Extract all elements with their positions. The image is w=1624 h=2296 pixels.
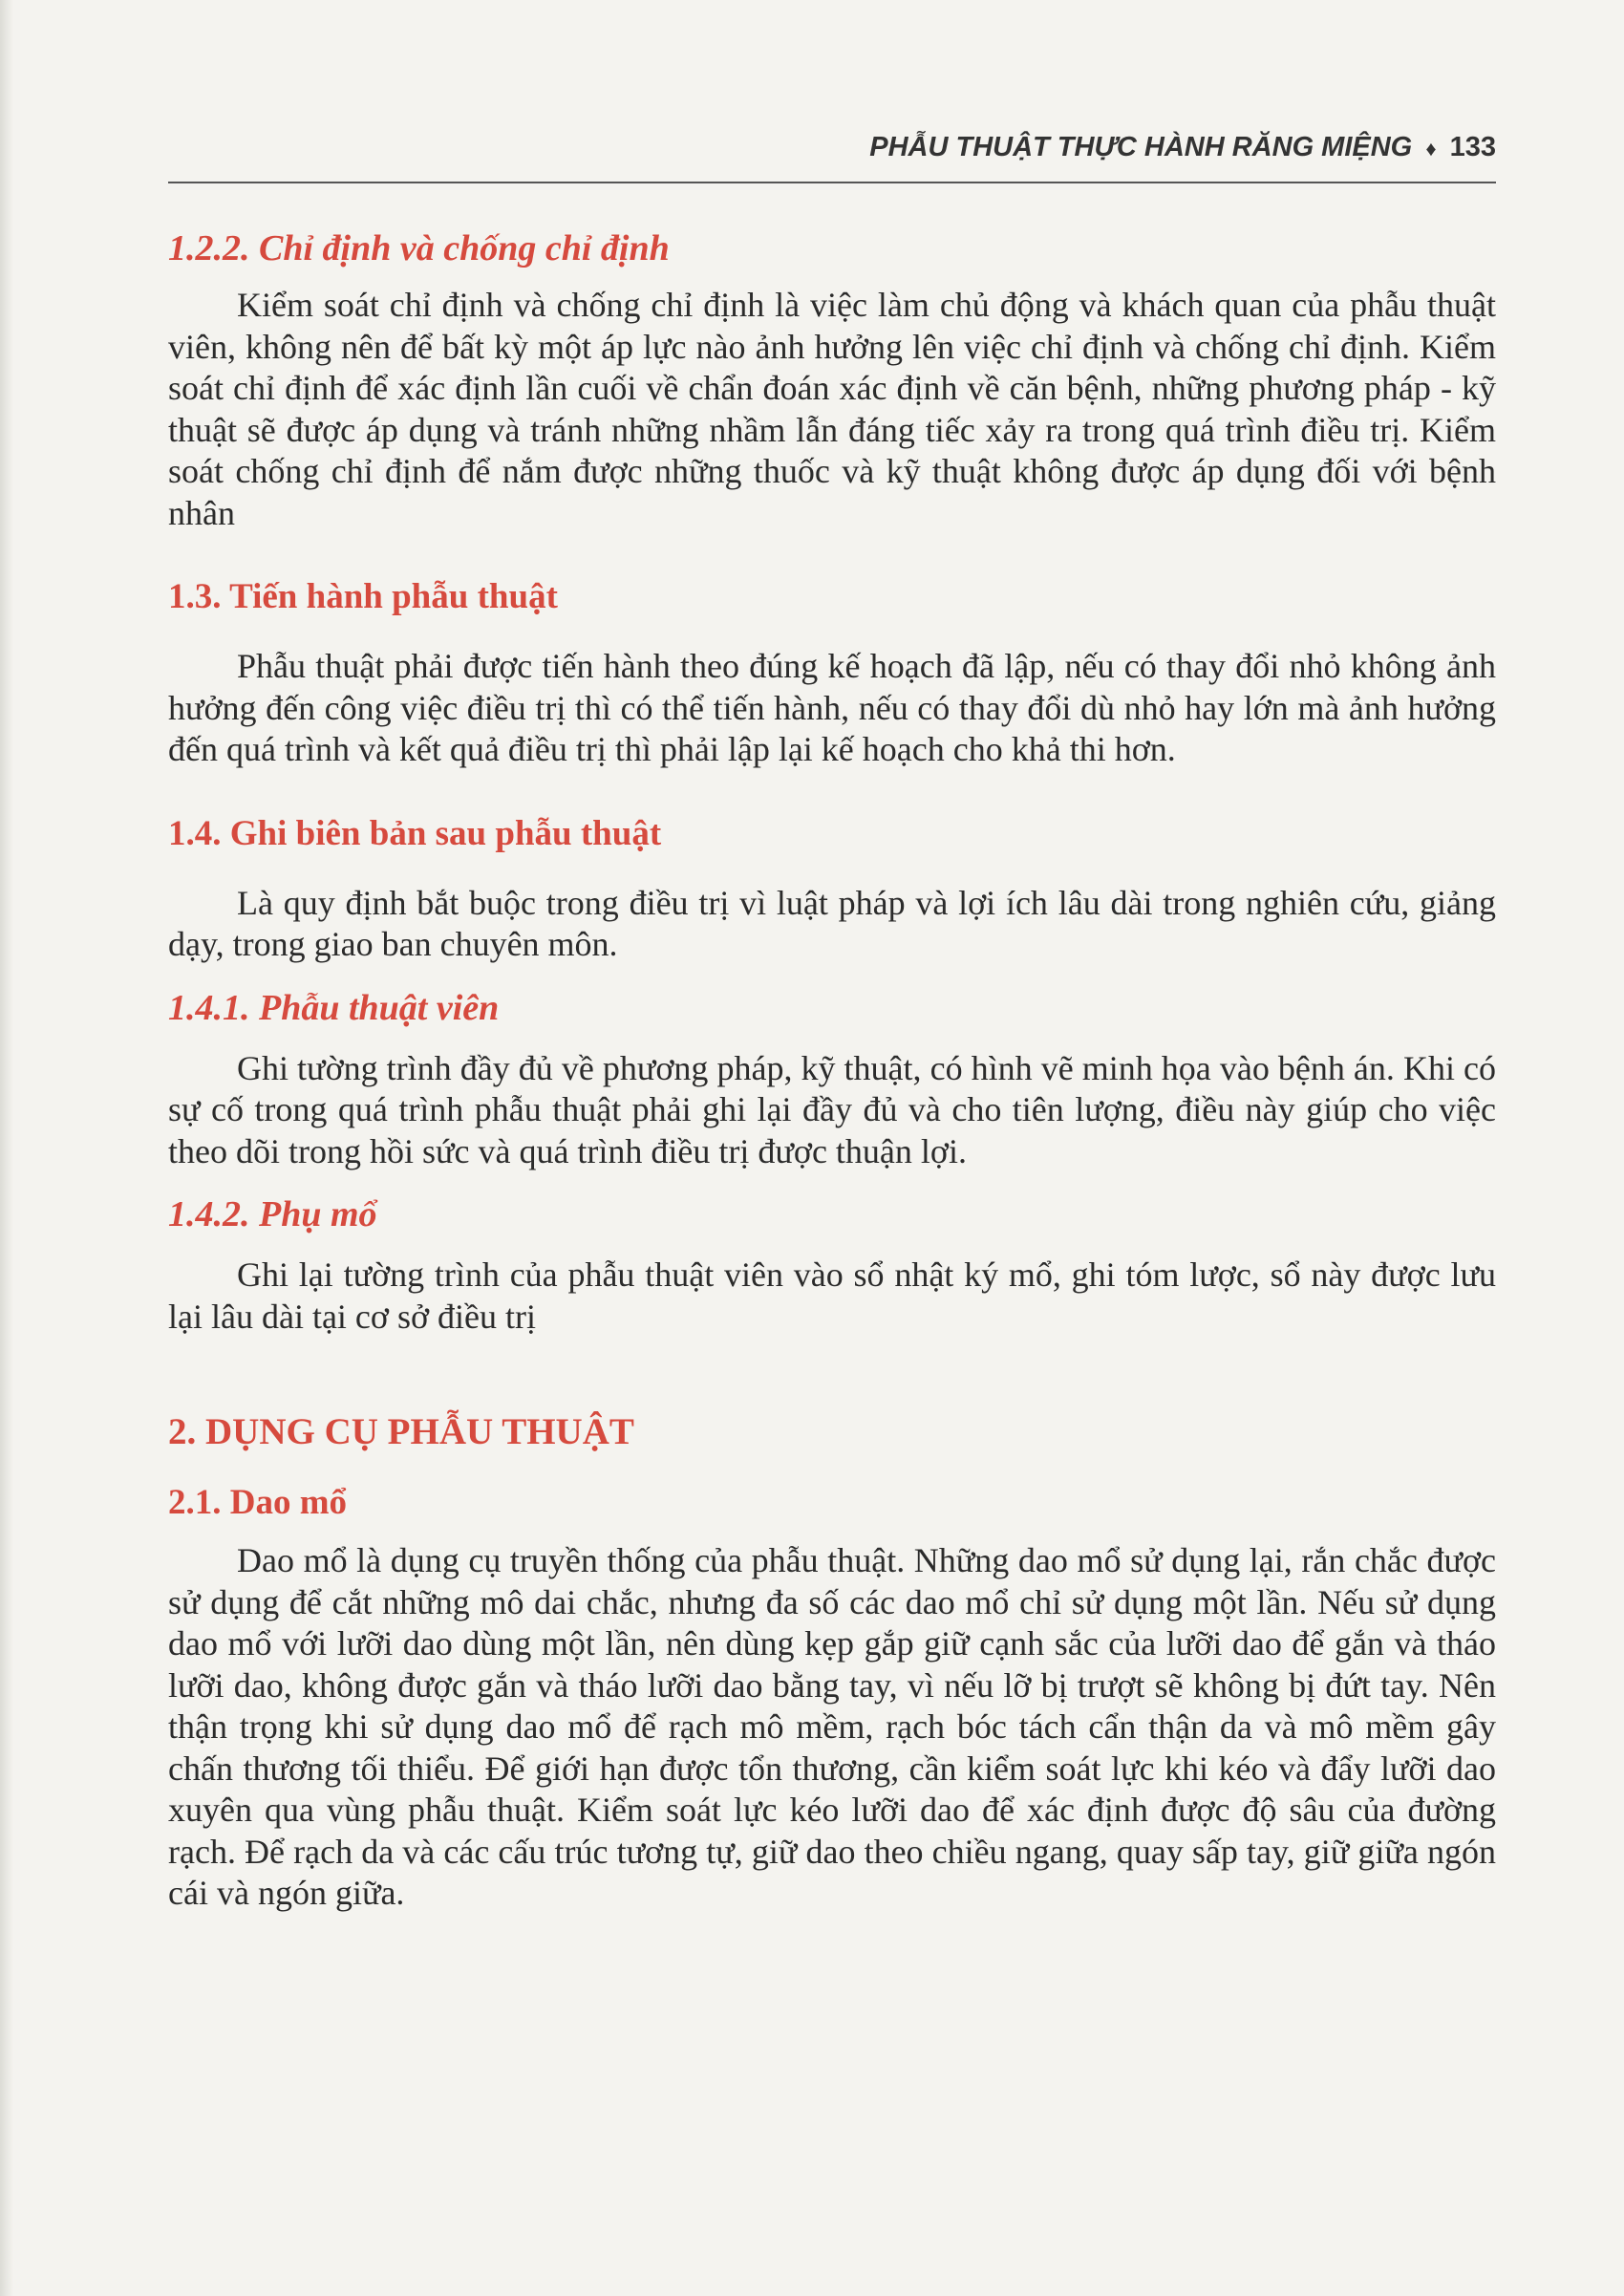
page-edge: [0, 0, 13, 2296]
heading-2-1: 2.1. Dao mổ: [168, 1483, 348, 1522]
heading-2: 2. DỤNG CỤ PHẪU THUẬT: [168, 1411, 634, 1452]
diamond-separator-icon: ♦: [1425, 137, 1437, 161]
paragraph-1-2-2: Kiểm soát chỉ định và chống chỉ định là việc làm chủ động và khách quan của phẫu thuật viên, không nên để bất kỳ một áp lực nào ảnh hưởng lên việc chỉ định và chống chỉ định. Kiểm soát chỉ định để xác định lần cuối về chẩn đoán xác định về căn bệnh, những phương pháp - kỹ thuật sẽ được áp dụng và tránh những nhầm lẫn đáng tiếc xảy ra trong quá trình điều trị. Kiểm soát chống chỉ định để nắm được những thuốc và kỹ thuật không được áp dụng đối với bệnh nhân: [168, 286, 1496, 532]
heading-1-2-2: 1.2.2. Chỉ định và chống chỉ định: [168, 228, 670, 268]
heading-1-4-2: 1.4.2. Phụ mổ: [168, 1194, 377, 1234]
page-body: [168, 227, 1496, 1915]
paragraph-1-4-1: Ghi tường trình đầy đủ về phương pháp, kỹ thuật, có hình vẽ minh họa vào bệnh án. Khi có sự cố trong quá trình phẫu thuật phải ghi lại đầy đủ và cho tiên lượng, điều này giúp cho việc theo dõi trong hồi sức và quá trình điều trị được thuận lợi.: [168, 1048, 1496, 1170]
paragraph-1-4-2: Ghi lại tường trình của phẫu thuật viên vào sổ nhật ký mổ, ghi tóm lược, sổ này được lưu lại lâu dài tại cơ sở điều trị: [168, 1255, 1496, 1336]
heading-1-4: 1.4. Ghi biên bản sau phẫu thuật: [168, 813, 662, 853]
paragraph-2-1: Dao mổ là dụng cụ truyền thống của phẫu thuật. Những dao mổ sử dụng lại, rắn chắc được sử dụng để cắt những mô dai chắc, nhưng đa số các dao mổ chỉ sử dụng một lần. Nếu sử dụng dao mổ với lưỡi dao dùng một lần, nên dùng kẹp gắp giữ cạnh sắc của lưỡi dao để gắn và tháo lưỡi dao, không được gắn và tháo lưỡi dao bằng tay, vì nếu lỡ bị trượt sẽ không bị đứt tay. Nên thận trọng khi sử dụng dao mổ để rạch mô mềm, rạch bóc tách cẩn thận da và mô mềm gây chấn thương tối thiểu. Để giới hạn được tổn thương, cần kiểm soát lực khi kéo và đẩy lưỡi dao xuyên qua vùng phẫu thuật. Kiểm soát lực kéo lưỡi dao để xác định được độ sâu của đường rạch. Để rạch da và các cấu trúc tương tự, giữ dao theo chiều ngang, quay sấp tay, giữ giữa ngón cái và ngón giữa.: [168, 1541, 1496, 1912]
heading-1-4-1: 1.4.1. Phẫu thuật viên: [168, 987, 500, 1028]
paragraph-1-3: Phẫu thuật phải được tiến hành theo đúng kế hoạch đã lập, nếu có thay đổi nhỏ không ảnh hưởng đến công việc điều trị thì có thể tiến hành, nếu có thay đổi dù nhỏ hay lớn mà ảnh hưởng đến quá trình và kết quả điều trị thì phải lập lại kế hoạch cho khả thi hơn.: [168, 647, 1496, 768]
book-title: PHẪU THUẬT THỰC HÀNH RĂNG MIỆNG: [869, 132, 1413, 162]
heading-1-3: 1.3. Tiến hành phẫu thuật: [168, 577, 558, 616]
paragraph-1-4: Là quy định bắt buộc trong điều trị vì luật pháp và lợi ích lâu dài trong nghiên cứu, giảng dạy, trong giao ban chuyên môn.: [168, 883, 1496, 963]
page-header: [168, 122, 1496, 183]
running-title: [869, 132, 1496, 163]
page-number: 133: [1449, 132, 1496, 162]
